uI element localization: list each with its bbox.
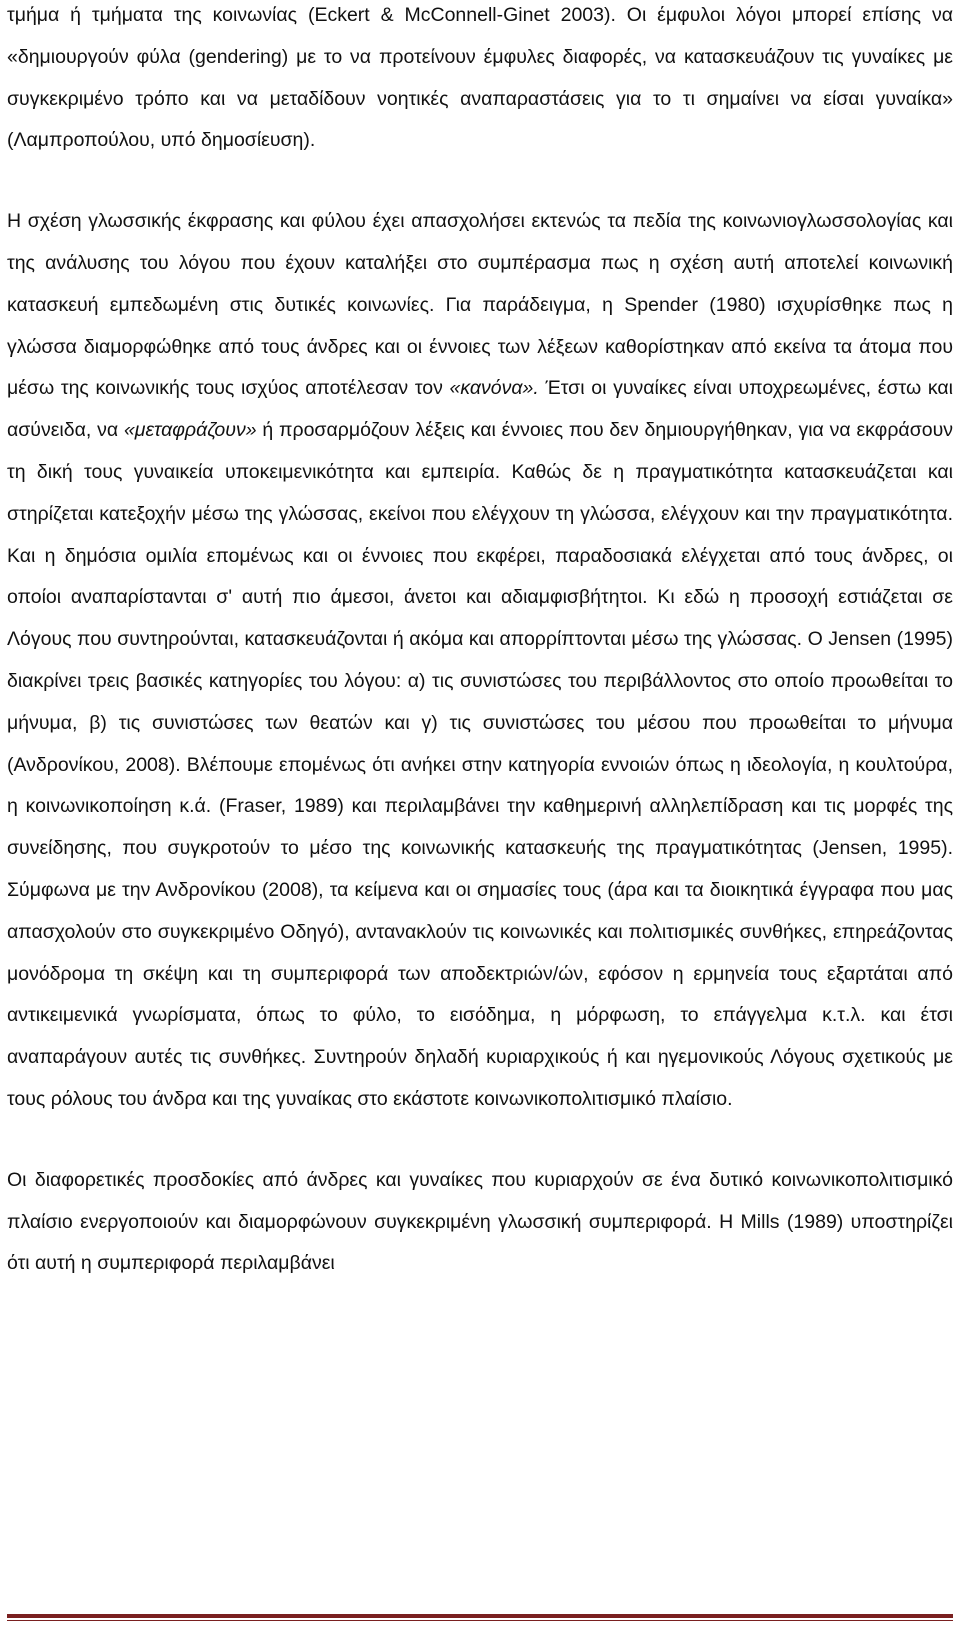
paragraph-text-2: Έτσι οι γυναίκες είναι υποχρεωμένες, έστω και ασύνειδα, να	[7, 377, 953, 442]
document-page	[7, 0, 953, 1285]
footer-rule-thin	[7, 1620, 953, 1621]
paragraph-gender-language	[7, 201, 953, 1121]
emphasis-kanona: «κανόνα».	[449, 377, 539, 400]
paragraph-text-1: Η σχέση γλωσσικής έκφρασης και φύλου έχει απασχολήσει εκτενώς τα πεδία της κοινωνιογλωσσολογίας και της ανάλυσης του λόγου που έχουν καταλήξει στο συμπέρασμα πως η σχέση αυτή αποτελεί κοινωνική κατασκευή εμπεδωμένη στις δυτικές κοινωνίες. Για παράδειγμα, η Spender (1980) ισχυρίσθηκε πως η γλώσσα διαμορφώθηκε από τους άνδρες και οι έννοιες των λέξεων καθορίστηκαν από εκείνα τα άτομα που μέσω της κοινωνικής τους ισχύος αποτέλεσαν τον	[7, 210, 953, 400]
footer-rule-thick	[7, 1614, 953, 1618]
paragraph-expectations: Οι διαφορετικές προσδοκίες από άνδρες και γυναίκες που κυριαρχούν σε ένα δυτικό κοινωνικοπολιτισμικό πλαίσιο ενεργοποιούν και διαμορφώνουν συγκεκριμένη γλωσσική συμπεριφορά. Η Mills (1989) υποστηρίζει ότι αυτή η συμπεριφορά περιλαμβάνει	[7, 1168, 953, 1275]
emphasis-metafrazoun: «μεταφράζουν»	[123, 419, 257, 442]
paragraph-text-3: ή προσαρμόζουν λέξεις και έννοιες που δεν δημιουργήθηκαν, για να εκφράσουν τη δική τους γυναικεία υποκειμενικότητα και εμπειρία. Καθώς δε η πραγματικότητα κατασκευάζεται και στηρίζεται κατεξοχήν μέσω της γλώσσας, εκείνοι που ελέγχουν τη γλώσσα, ελέγχουν και την πραγματικότητα. Και η δημόσια ομιλία επομένως και οι έννοιες που εκφέρει, παραδοσιακά ελέγχεται από τους άνδρες, οι οποίοι αναπαρίστανται σ' αυτή πιο άμεσοι, άνετοι και αδιαμφισβήτητοι. Κι εδώ η προσοχή εστιάζεται σε Λόγους που συντηρούνται, κατασκευάζονται ή ακόμα και απορρίπτονται μέσω της γλώσσας. Ο Jensen (1995) διακρίνει τρεις βασικές κατηγορίες του λόγου: α) τις συνιστώσες του περιβάλλοντος στο οποίο προωθείται το μήνυμα, β) τις συνιστώσες των θεατών και γ) τις συνιστώσες του μέσου που προωθείται το μήνυμα (Ανδρονίκου, 2008). Βλέπουμε επομένως ότι ανήκει στην κατηγορία εννοιών όπως η ιδεολογία, η κουλτούρα, η κοινωνικοποίηση κ.ά. (Fraser, 1989) και περιλαμβάνει την καθημερινή αλληλεπίδραση και τις μορφές της συνείδησης, που συγκροτούν το μέσο της κοινωνικής κατασκευής της πραγματικότητας (Jensen, 1995). Σύμφωνα με την Ανδρονίκου (2008), τα κείμενα και οι σημασίες τους (άρα και τα διοικητικά έγγραφα που μας απασχολούν στο συγκεκριμένο Οδηγό), αντανακλούν τις κοινωνικές και πολιτισμικές συνθήκες, επηρεάζοντας μονόδρομα τη σκέψη και τη συμπεριφορά των αποδεκτριών/ών, εφόσον η ερμηνεία τους εξαρτάται από αντικειμενικά γνωρίσματα, όπως το φύλο, το εισόδημα, η μόρφωση, το επάγγελμα κ.τ.λ. και έτσι αναπαράγουν αυτές τις συνθήκες. Συντηρούν δηλαδή κυριαρχικούς ή και ηγεμονικούς Λόγους σχετικούς με τους ρόλους του άνδρα και της γυναίκας στο εκάστοτε κοινωνικοπολιτισμικό πλαίσιο.	[7, 419, 953, 1110]
paragraph-continuation: τμήμα ή τμήματα της κοινωνίας (Eckert & McConnell-Ginet 2003). Οι έμφυλοι λόγοι μπορεί επίσης να «δημιουργούν φύλα (gendering) με το να προτείνουν έμφυλες διαφορές, να κατασκευάζουν τις γυναίκες με συγκεκριμένο τρόπο και να μεταδίδουν νοητικές αναπαραστάσεις για το τι σημαίνει να είσαι γυναίκα» (Λαμπροπούλου, υπό δημοσίευση).	[7, 4, 953, 152]
